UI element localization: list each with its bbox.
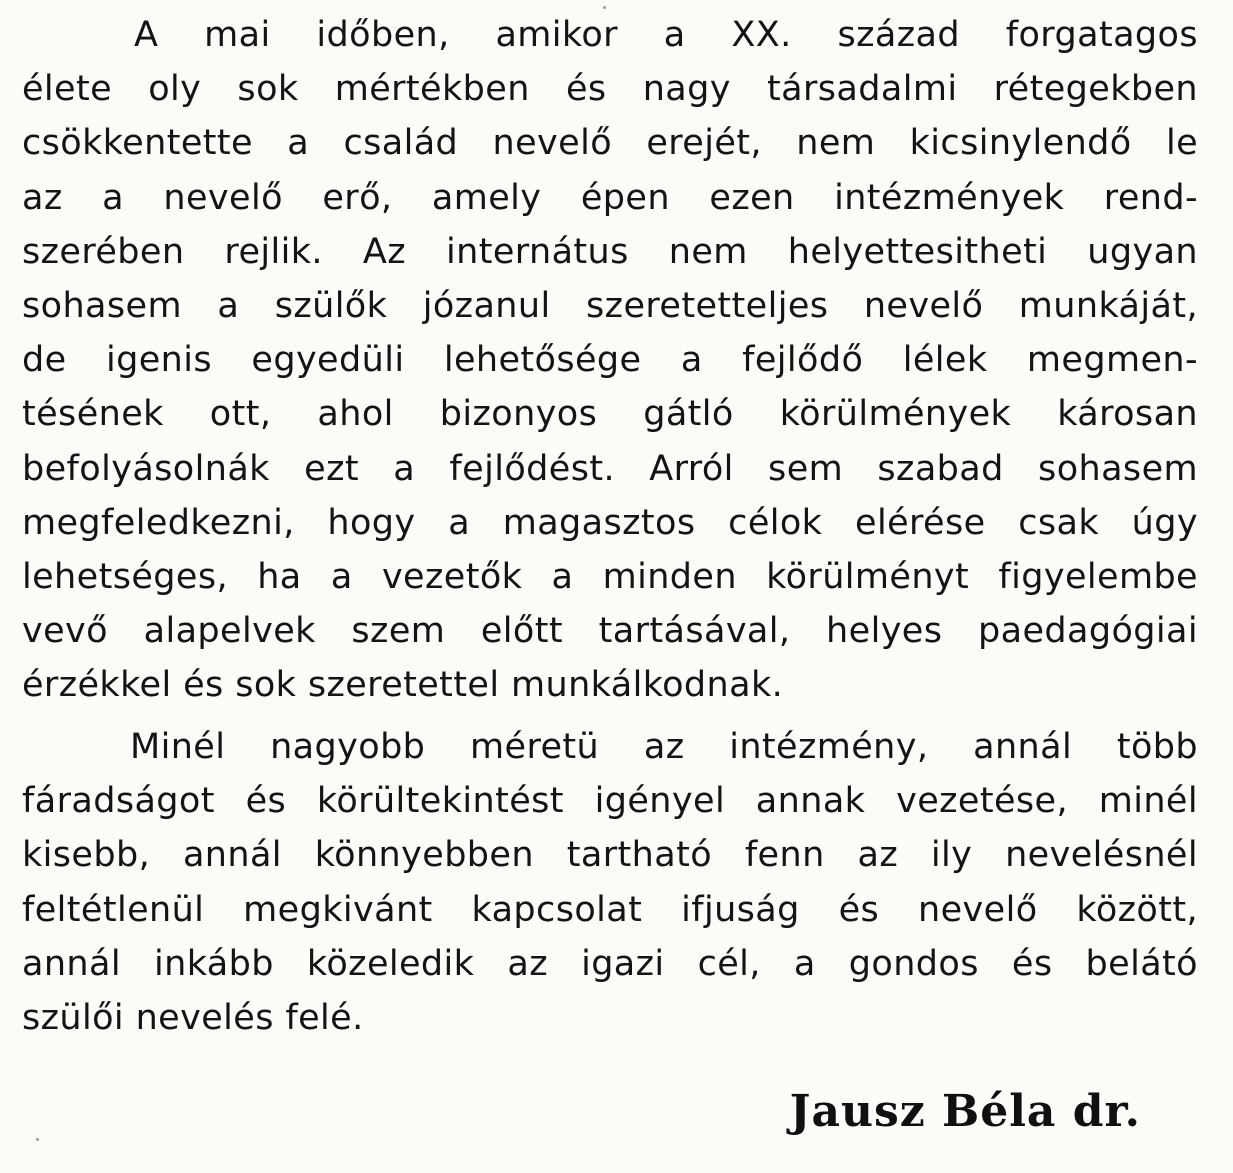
text-line: A mai időben, amikor a XX. század forgatagos: [134, 15, 1198, 55]
text-line: tésének ott, ahol bizonyos gátló körülmények károsan: [22, 394, 1198, 435]
text-line: szerében rejlik. Az internátus nem helyettesitheti ugyan: [22, 231, 1198, 272]
signature: Jausz Béla dr.: [789, 1086, 1141, 1137]
text-line: de igenis egyedüli lehetősége a fejlődő lélek megmen-: [22, 340, 1198, 381]
text-line: befolyásolnák ezt a fejlődést. Arról sem szabad sohasem: [22, 448, 1198, 489]
paragraph-1: [22, 8, 1198, 712]
text-line: lehetséges, ha a vezetők a minden körülményt figyelembe: [22, 556, 1198, 597]
text-line: az a nevelő erő, amely épen ezen intézmények rend-: [22, 177, 1198, 218]
paragraph-2: [22, 720, 1198, 1045]
text-line: annál inkább közeledik az igazi cél, a gondos és belátó: [22, 943, 1198, 984]
text-line: kisebb, annál könnyebben tartható fenn az ily nevelésnél: [22, 835, 1198, 876]
text-line: feltétlenül megkivánt kapcsolat ifjuság és nevelő között,: [22, 889, 1198, 930]
text-line: sohasem a szülők józanul szeretetteljes nevelő munkáját,: [22, 285, 1198, 326]
text-line: Minél nagyobb méretü az intézmény, annál több: [130, 727, 1198, 767]
text-line: megfeledkezni, hogy a magasztos célok elérése csak úgy: [22, 502, 1198, 543]
paper-speck: [603, 6, 606, 9]
text-line: érzékkel és sok szeretettel munkálkodnak.: [22, 665, 784, 706]
text-line: fáradságot és körültekintést igényel annak vezetése, minél: [22, 781, 1198, 822]
text-line: élete oly sok mértékben és nagy társadalmi rétegekben: [22, 69, 1198, 110]
text-line: szülői nevelés felé.: [22, 997, 364, 1038]
text-line: vevő alapelvek szem előtt tartásával, helyes paedagógiai: [22, 611, 1198, 652]
paper-speck: [36, 1138, 39, 1141]
text-line: csökkentette a család nevelő erejét, nem kicsinylendő le: [22, 123, 1198, 164]
